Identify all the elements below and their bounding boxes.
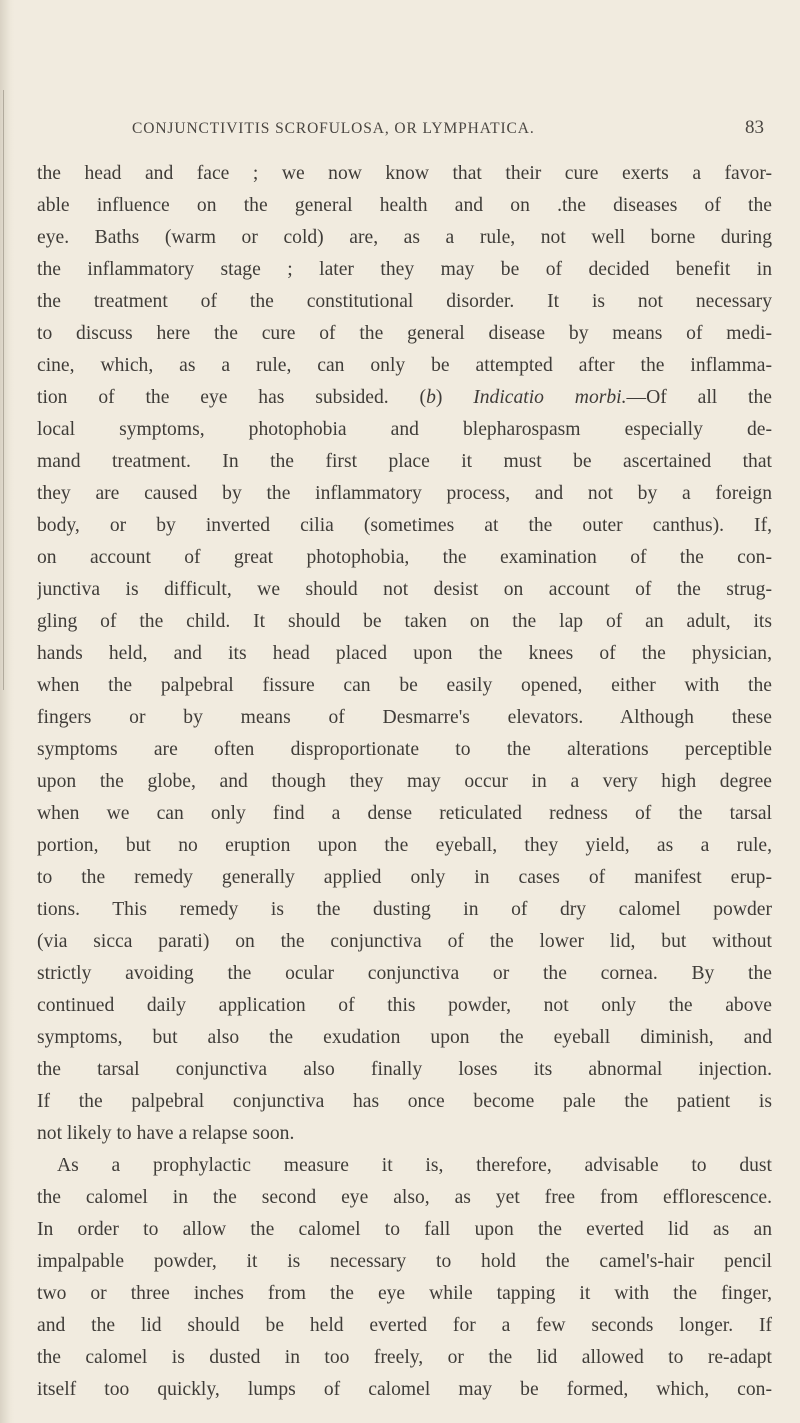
text-line-paragraph-start: As a prophylactic measure it is, therefore, advisable to dust (57, 1155, 772, 1176)
text-line: the treatment of the constitutional disorder. It is not necessary (37, 291, 772, 312)
text-line: symptoms, but also the exudation upon the eyeball diminish, and (37, 1027, 772, 1048)
text-line: able influence on the general health and on .the diseases of the (37, 195, 772, 216)
text-line: impalpable powder, it is necessary to hold the camel's-hair pencil (37, 1251, 772, 1272)
text-line: (via sicca parati) on the conjunctiva of the lower lid, but without (37, 931, 772, 952)
text-line: and the lid should be held everted for a few seconds longer. If (37, 1315, 772, 1336)
gutter-shadow-line (3, 90, 4, 690)
body-text (37, 158, 772, 1406)
italic-term: Indicatio morbi. (473, 387, 627, 408)
text-line-paragraph-end: not likely to have a relapse soon. (37, 1123, 295, 1144)
text-line: body, or by inverted cilia (sometimes at the outer canthus). If, (37, 515, 772, 536)
text-line: upon the globe, and though they may occur in a very high degree (37, 771, 772, 792)
running-title: CONJUNCTIVITIS SCROFULOSA, OR LYMPHATICA. (132, 120, 535, 137)
text-line: they are caused by the inflammatory process, and not by a foreign (37, 483, 772, 504)
text-line: the calomel is dusted in too freely, or the lid allowed to re-adapt (37, 1347, 772, 1368)
text-line: continued daily application of this powder, not only the above (37, 995, 772, 1016)
text-line: strictly avoiding the ocular conjunctiva or the cornea. By the (37, 963, 772, 984)
text-line: local symptoms, photophobia and blepharospasm especially de- (37, 419, 772, 440)
text-line: tions. This remedy is the dusting in of dry calomel powder (37, 899, 772, 920)
text-line: when we can only find a dense reticulated redness of the tarsal (37, 803, 772, 824)
text-line: to the remedy generally applied only in cases of manifest erup- (37, 867, 772, 888)
page-number: 83 (745, 117, 764, 138)
text-line: junctiva is difficult, we should not desist on account of the strug- (37, 579, 772, 600)
text-line: the inflammatory stage ; later they may be of decided benefit in (37, 259, 772, 280)
text-line: the head and face ; we now know that their cure exerts a favor- (37, 163, 772, 184)
text-line: hands held, and its head placed upon the knees of the physician, (37, 643, 772, 664)
text-line: portion, but no eruption upon the eyeball, they yield, as a rule, (37, 835, 772, 856)
text-segment: —Of all the (626, 387, 772, 408)
text-line: two or three inches from the eye while tapping it with the finger, (37, 1283, 772, 1304)
text-line-indicatio (37, 382, 772, 414)
text-line: In order to allow the calomel to fall upon the everted lid as an (37, 1219, 772, 1240)
text-line: fingers or by means of Desmarre's elevators. Although these (37, 707, 772, 728)
text-line: to discuss here the cure of the general disease by means of medi- (37, 323, 772, 344)
running-header (132, 117, 764, 144)
text-line: when the palpebral fissure can be easily opened, either with the (37, 675, 772, 696)
text-segment: ) (435, 387, 474, 408)
text-line: symptoms are often disproportionate to the alterations perceptible (37, 739, 772, 760)
text-line: the calomel in the second eye also, as yet free from efflorescence. (37, 1187, 772, 1208)
text-line: the tarsal conjunctiva also finally loses its abnormal injection. (37, 1059, 772, 1080)
text-line: cine, which, as a rule, can only be attempted after the inflamma- (37, 355, 772, 376)
text-line: If the palpebral conjunctiva has once become pale the patient is (37, 1091, 772, 1112)
italic-letter: b (426, 387, 436, 408)
text-line: eye. Baths (warm or cold) are, as a rule, not well borne during (37, 227, 772, 248)
text-line: itself too quickly, lumps of calomel may be formed, which, con- (37, 1379, 772, 1400)
text-line: on account of great photophobia, the examination of the con- (37, 547, 772, 568)
text-line: mand treatment. In the first place it must be ascertained that (37, 451, 772, 472)
text-segment: tion of the eye has subsided. ( (37, 387, 427, 408)
text-line: gling of the child. It should be taken on the lap of an adult, its (37, 611, 772, 632)
